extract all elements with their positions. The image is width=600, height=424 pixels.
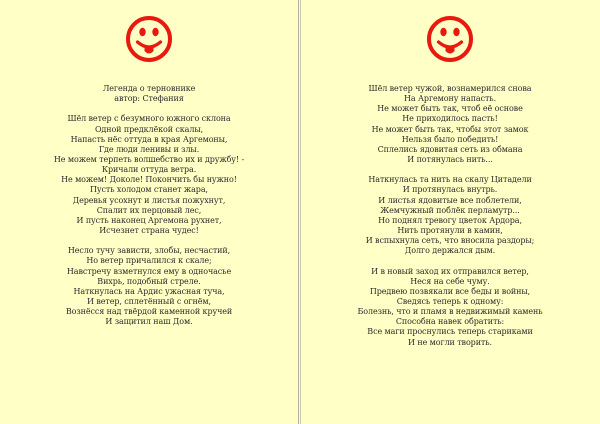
right-poem-line: Шёл ветер чужой, вознамерился снова	[368, 84, 532, 93]
right-poem-line: Но поднял тревогу цветок Ардора,	[378, 215, 522, 225]
smiley-tongue-icon	[425, 14, 475, 64]
left-poem-line: И пусть наконец Аргемона рухнет,	[76, 215, 222, 225]
left-poem-line: Пусть холодом станет жара,	[90, 185, 208, 195]
right-poem-line: И вспыхнула сеть, что вносила раздоры;	[365, 236, 535, 246]
right-poem-line: Нить протянули в камин,	[397, 225, 503, 235]
left-poem-line: Вихрь, подобный стреле.	[97, 276, 201, 286]
left-poem-line: Исчезнет страна чудес!	[99, 225, 199, 235]
left-poem-line: Спалит их перцовый лес,	[96, 205, 202, 215]
left-poem-line: Деревья усохнут и листья пожухнут,	[72, 195, 226, 205]
poem-left	[0, 84, 298, 327]
left-poem-line: Несло тучу зависти, злобы, несчастий,	[67, 246, 231, 256]
left-poem-line: И защитил наш Дом.	[105, 317, 193, 327]
right-poem-line: Все маги проснулись теперь стариками	[367, 327, 533, 337]
left-poem-line: Кричали оттуда ветра.	[101, 165, 197, 175]
right-poem-line: Не приходилось пасть!	[402, 114, 498, 124]
left-poem-line: Но ветер причалился к скале;	[86, 256, 212, 266]
left-page	[0, 0, 299, 424]
left-poem-line: Не можем терпеть волшебство их и дружбу! -	[53, 154, 245, 164]
left-poem-line: Одной предклёкой скалы,	[94, 124, 204, 134]
left-poem-line: Навстречу взметнулся ему в одночасье	[66, 266, 232, 276]
right-poem-line: И потянулась нить...	[407, 154, 493, 164]
left-poem-line: Шёл ветер с безумного южного склона	[67, 114, 231, 124]
smiley-tongue-icon	[124, 14, 174, 64]
right-poem-line: Жемчужный поблёк перламутр...	[380, 205, 520, 215]
poem-right	[301, 84, 599, 348]
right-poem-line: Нельзя было победить!	[401, 134, 499, 144]
left-poem-line: Наткнулась на Ардис ужасная туча,	[73, 286, 225, 296]
left-poem-line: Не можем! Доколе! Покончить бы нужно!	[61, 175, 237, 185]
right-poem-line: Способна навек обратить:	[395, 317, 505, 327]
right-page	[300, 0, 599, 424]
stanza-break	[0, 236, 298, 246]
right-poem-line: И в новый заход их отправился ветер,	[371, 266, 529, 276]
left-poem-line: Вознёсся над твёрдой каменной кручей	[65, 307, 233, 317]
stanza-break	[301, 165, 599, 175]
right-poem-line: На Аргемону напасть.	[403, 94, 497, 104]
right-poem-line: Предвею позвякали все беды и войны,	[369, 286, 531, 296]
stanza-break	[0, 104, 298, 114]
right-poem-line: Долго держался дым.	[404, 246, 496, 256]
left-poem-line: Где люди ленивы и злы.	[98, 144, 200, 154]
stanza-break	[301, 256, 599, 266]
left-poem-line: Легенда о терновнике	[102, 84, 196, 93]
right-poem-line: Не может быть так, чтобы этот замок	[371, 124, 529, 134]
left-poem-line: И ветер, сплетённый с огнём,	[87, 296, 211, 306]
left-poem-line: автор: Стефания	[114, 94, 184, 104]
right-poem-line: Болезнь, что и пламя в недвижимый камень	[357, 307, 543, 317]
right-poem-line: Сведясь теперь к одному:	[396, 296, 504, 306]
right-poem-line: И листья ядовитые все поблетели,	[378, 195, 522, 205]
right-poem-line: Сплелись ядовитая сеть из обмана	[377, 144, 523, 154]
right-poem-line: Не может быть так, чтоб её основе	[377, 104, 523, 114]
left-poem-line: Напасть нёс оттуда в края Аргемоны,	[70, 134, 228, 144]
right-poem-line: И протянулась внутрь.	[402, 185, 498, 195]
right-poem-line: Наткнулась та нить на скалу Цитадели	[368, 175, 532, 185]
right-poem-line: Неся на себе чуму.	[410, 276, 490, 286]
right-poem-line: И не могли творить.	[408, 337, 492, 347]
